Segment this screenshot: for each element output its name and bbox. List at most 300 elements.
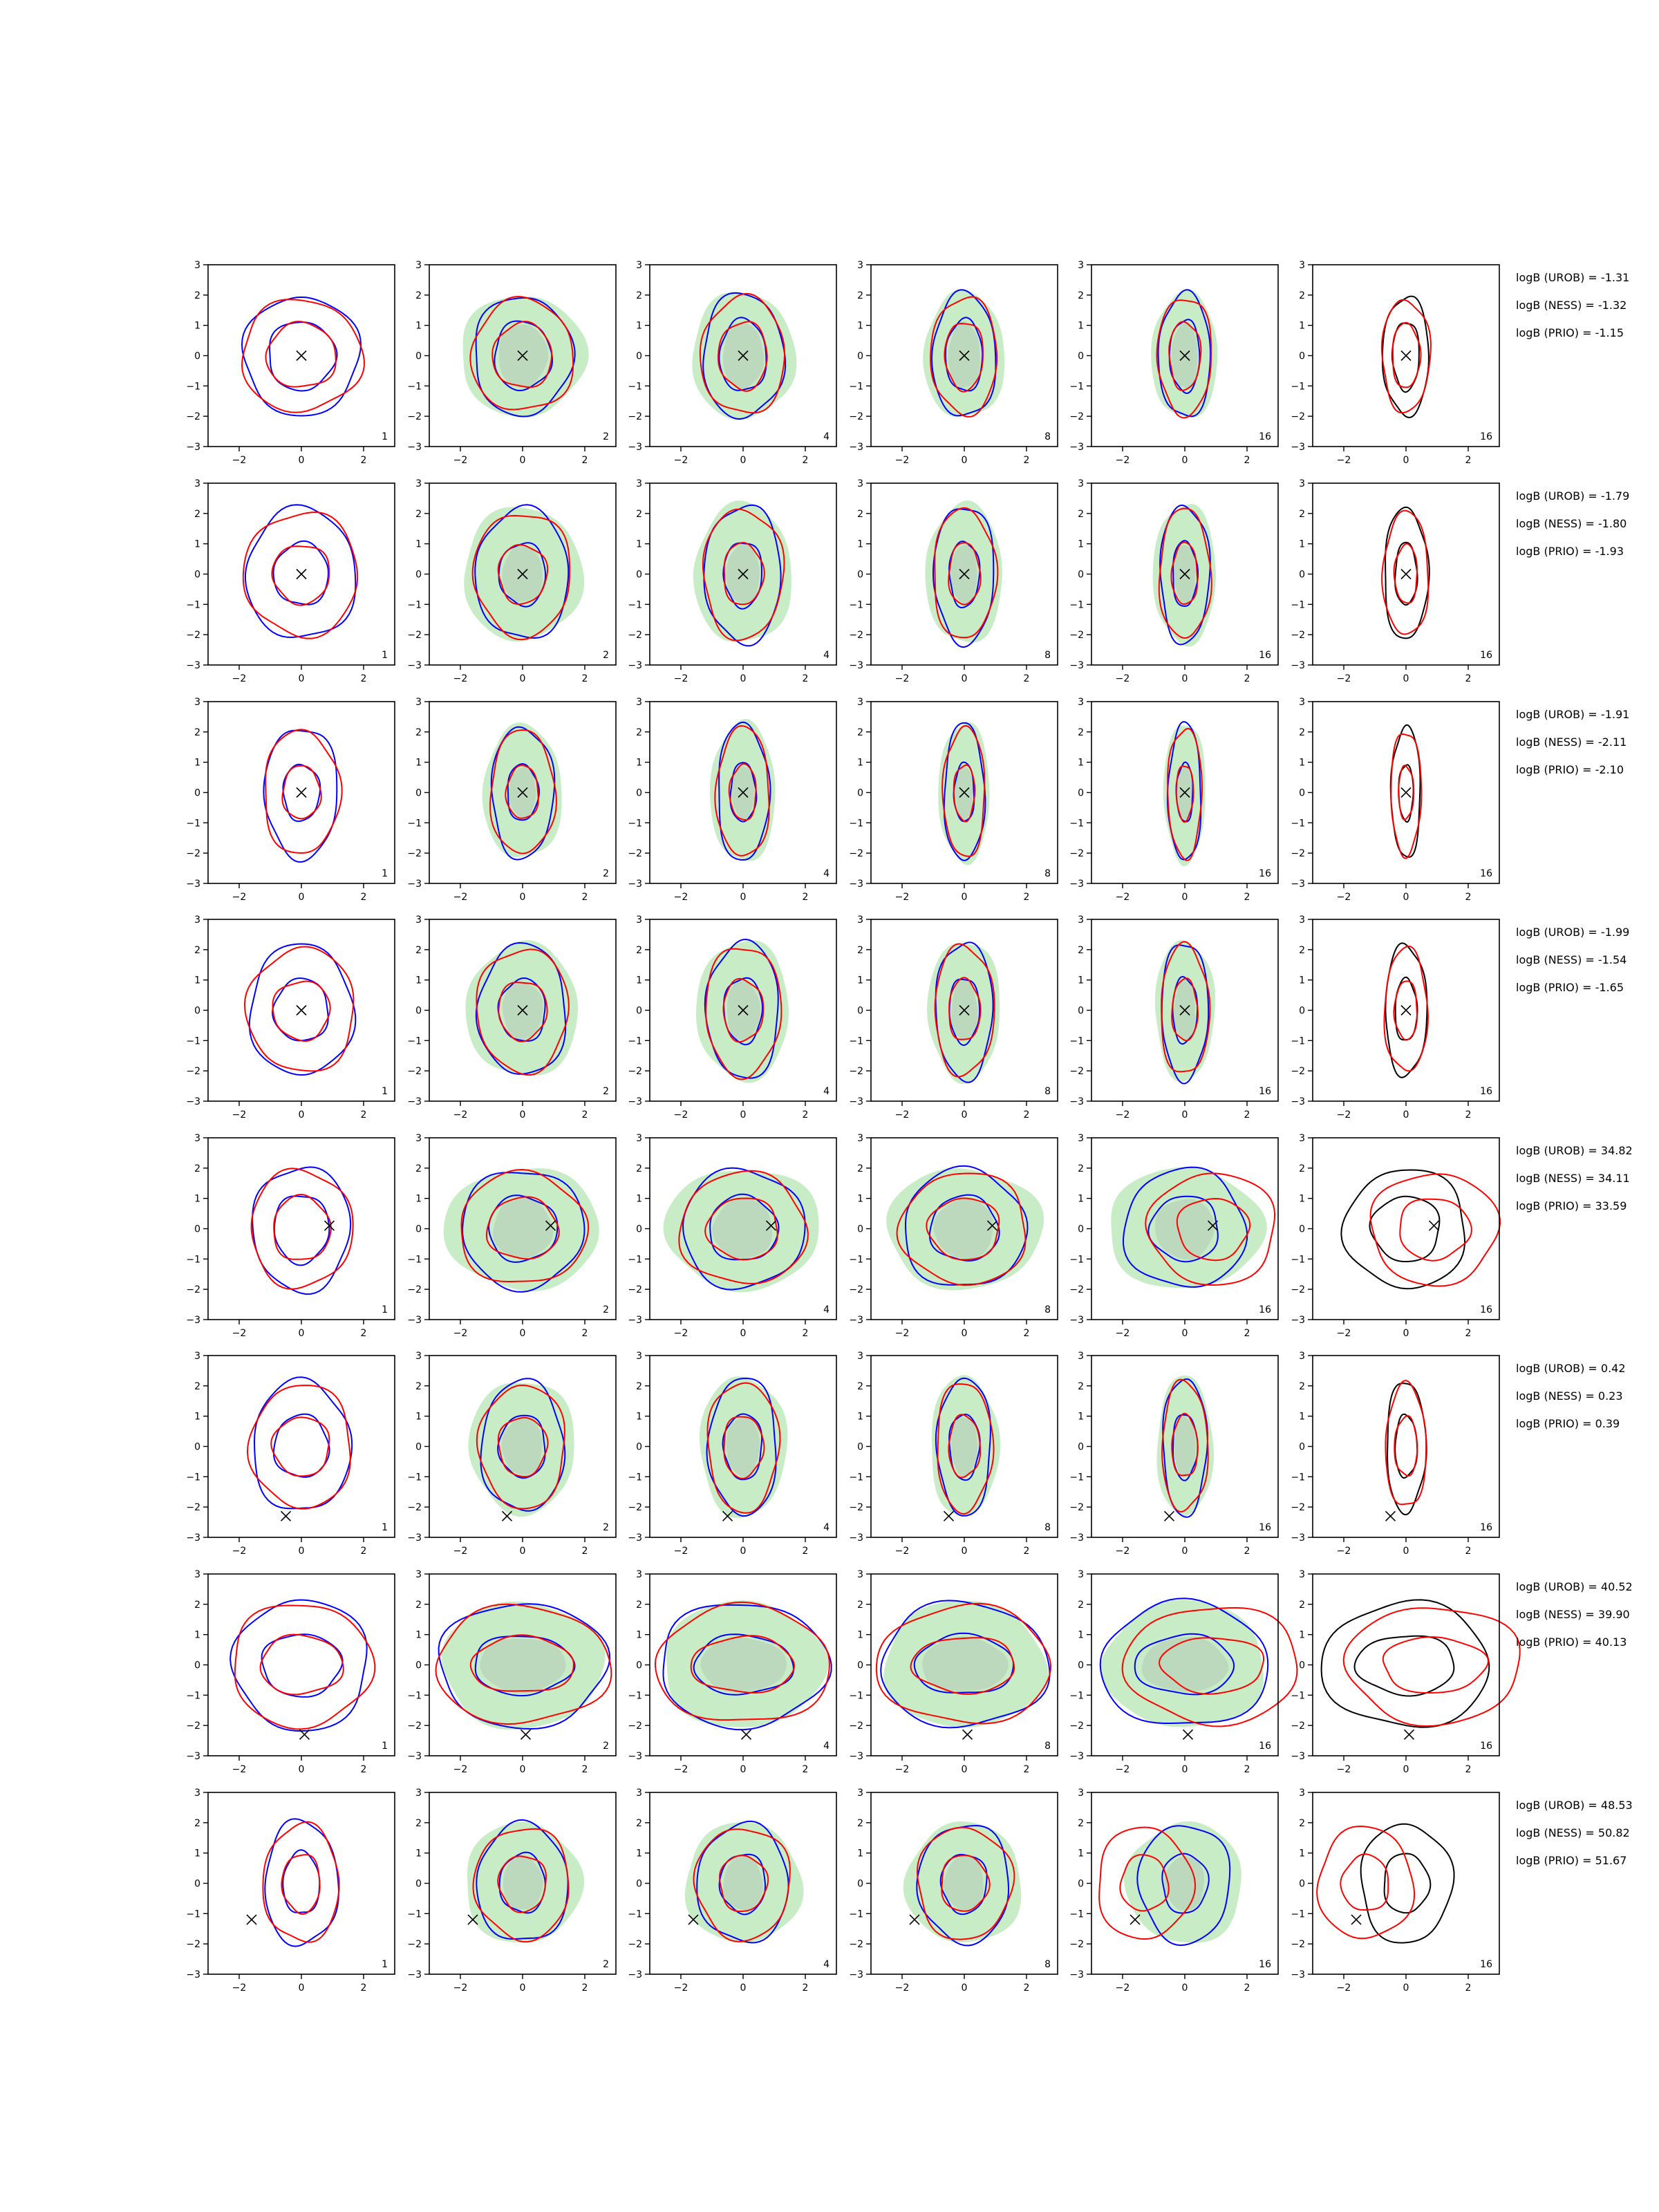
y-tick-label: −2 [1069,848,1084,860]
x-tick-label: 2 [802,1983,809,1994]
y-tick-label: 3 [415,915,422,926]
subplot-r6-c2 [407,1351,616,1557]
y-tick-label: 0 [194,1660,200,1671]
y-tick-label: 0 [857,787,863,799]
y-tick-label: −1 [849,1472,863,1483]
y-tick-label: −1 [849,599,863,611]
y-tick-label: 1 [1078,320,1084,332]
y-tick-label: −1 [849,381,863,393]
y-tick-label: −2 [186,1502,200,1514]
x-tick-label: −2 [673,673,688,684]
x-marker [910,1915,919,1924]
y-tick-label: 3 [857,1351,863,1362]
subplot-count-label: 2 [603,431,609,442]
x-tick-label: 2 [1023,455,1030,466]
x-tick-label: 2 [1023,1764,1030,1775]
x-tick-label: 2 [360,1764,367,1775]
x-tick-label: 2 [802,455,809,466]
y-tick-label: −1 [849,1690,863,1702]
x-tick-label: 0 [298,1109,305,1121]
subplot-r7-c5 [1069,1569,1297,1775]
y-tick-label: −1 [849,818,863,830]
y-tick-label: 3 [636,478,642,489]
x-tick-label: −2 [894,1109,910,1121]
subplot-count-label: 8 [1044,1741,1051,1752]
subplot-count-label: 4 [823,1086,830,1097]
y-tick-label: −2 [628,1721,642,1732]
y-tick-label: 0 [857,1878,863,1890]
y-tick-label: 3 [1299,478,1305,489]
x-tick-label: 2 [581,1546,588,1557]
x-tick-label: −2 [894,1983,910,1994]
x-tick-label: 0 [740,1764,747,1775]
x-tick-label: 0 [740,673,747,684]
y-tick-label: −3 [1291,1533,1305,1544]
y-tick-label: 3 [415,478,422,489]
logb-annotation: logB (PRIO) = 51.67 [1516,1854,1627,1867]
red-contour-level-1 [235,1606,375,1730]
y-tick-label: 2 [857,1817,863,1829]
y-tick-label: −2 [849,1721,863,1732]
logb-annotation: logB (PRIO) = -1.65 [1516,981,1624,994]
y-tick-label: 0 [415,1660,422,1671]
subplot-count-label: 16 [1259,1522,1271,1533]
x-tick-label: 2 [1465,892,1472,903]
x-tick-label: 0 [519,1109,526,1121]
x-tick-label: −2 [1336,892,1351,903]
y-tick-label: −1 [849,1254,863,1266]
y-tick-label: −1 [1291,381,1305,393]
red-contour-level-2 [1383,1637,1488,1693]
y-tick-label: 2 [1078,944,1084,956]
subplot-count-label: 4 [823,650,830,661]
y-tick-label: −1 [1069,818,1084,830]
y-tick-label: 3 [194,1788,200,1799]
x-tick-label: 2 [1023,673,1030,684]
subplot-count-label: 8 [1044,1304,1051,1315]
x-tick-label: −2 [232,455,247,466]
y-tick-label: 1 [636,975,642,986]
x-tick-label: 0 [1403,1109,1409,1121]
subplot-r7-c4 [849,1569,1058,1775]
subplot-r8-c6 [1291,1788,1499,1994]
y-tick-label: 3 [1078,1788,1084,1799]
y-tick-label: 0 [1299,350,1305,362]
y-tick-label: 1 [857,1193,863,1205]
x-marker [1405,1730,1414,1739]
subplot-count-label: 16 [1259,868,1271,879]
y-tick-label: 0 [415,1224,422,1235]
y-tick-label: 2 [1078,1380,1084,1392]
x-tick-label: −2 [673,1983,688,1994]
y-tick-label: −1 [849,1909,863,1920]
y-tick-label: 1 [1078,1411,1084,1423]
y-tick-label: −3 [628,1751,642,1762]
y-tick-label: −1 [1291,1035,1305,1047]
y-tick-label: −3 [1069,660,1084,671]
x-tick-label: 0 [1403,1546,1409,1557]
y-tick-label: −3 [186,1096,200,1107]
y-tick-label: 0 [1078,1441,1084,1453]
red-contour-level-2 [273,982,330,1042]
y-tick-label: −3 [407,1533,422,1544]
x-tick-label: −2 [453,1328,468,1339]
logb-annotation: logB (UROB) = -1.79 [1516,489,1630,503]
x-marker [247,1915,256,1924]
x-tick-label: −2 [894,455,910,466]
x-tick-label: 2 [802,1328,809,1339]
x-tick-label: 0 [519,455,526,466]
y-tick-label: −1 [1069,1035,1084,1047]
y-tick-label: 3 [1078,1351,1084,1362]
y-tick-label: −3 [849,660,863,671]
subplot-r2-c1 [186,478,395,684]
x-tick-label: −2 [453,673,468,684]
x-tick-label: −2 [232,1546,247,1557]
y-tick-label: 0 [415,1005,422,1017]
y-tick-label: 3 [415,260,422,271]
x-marker [742,1730,751,1739]
x-tick-label: 0 [740,1328,747,1339]
subplot-count-label: 16 [1480,1522,1492,1533]
subplot-count-label: 2 [603,1959,609,1970]
subplot-count-label: 16 [1259,1741,1271,1752]
y-tick-label: 1 [1078,1629,1084,1641]
x-tick-label: 0 [961,892,968,903]
logb-annotation: logB (NESS) = 50.82 [1516,1826,1630,1839]
y-tick-label: −2 [849,848,863,860]
x-tick-label: −2 [894,892,910,903]
y-tick-label: 1 [857,538,863,550]
y-tick-label: 1 [194,1411,200,1423]
y-tick-label: 3 [636,1351,642,1362]
x-tick-label: 2 [1465,455,1472,466]
y-tick-label: 2 [1299,727,1305,738]
y-tick-label: −1 [628,599,642,611]
y-tick-label: −3 [1069,1969,1084,1980]
x-tick-label: −2 [673,1764,688,1775]
x-tick-label: −2 [1336,673,1351,684]
y-tick-label: 2 [1299,508,1305,520]
y-tick-label: 0 [1299,787,1305,799]
y-tick-label: 0 [857,350,863,362]
subplot-r4-c3 [628,915,836,1121]
x-tick-label: −2 [453,1983,468,1994]
y-tick-label: 0 [636,569,642,581]
logb-annotation: logB (NESS) = 0.23 [1516,1389,1623,1403]
subplot-r1-c5 [1069,260,1278,466]
y-tick-label: −2 [849,1502,863,1514]
y-tick-label: −1 [407,1690,422,1702]
y-tick-label: −2 [849,1939,863,1951]
y-tick-label: 2 [636,1817,642,1829]
x-tick-label: −2 [1115,1109,1130,1121]
y-tick-label: 3 [1078,1569,1084,1580]
x-tick-label: −2 [894,1546,910,1557]
subplot-r4-c1 [186,915,395,1121]
y-tick-label: −3 [1291,1315,1305,1326]
y-tick-label: 2 [1078,1163,1084,1174]
subplot-r2-c5 [1069,478,1278,684]
subplot-r6-c6 [1291,1351,1499,1557]
y-tick-label: −2 [407,848,422,860]
black-contour-level-2 [1355,1636,1454,1696]
y-tick-label: 0 [636,1660,642,1671]
x-tick-label: −2 [232,1328,247,1339]
subplot-count-label: 2 [603,650,609,661]
logb-annotation: logB (NESS) = -1.54 [1516,953,1627,966]
x-marker [1401,570,1411,579]
y-tick-label: 3 [194,260,200,271]
subplot-r4-c2 [407,915,616,1121]
x-marker [1401,351,1411,361]
y-tick-label: 1 [415,1629,422,1641]
y-tick-label: −2 [849,1066,863,1078]
y-tick-label: −3 [407,442,422,453]
x-tick-label: −2 [453,1109,468,1121]
logb-annotation: logB (PRIO) = -1.93 [1516,545,1624,558]
y-tick-label: 0 [1078,1878,1084,1890]
x-tick-label: 0 [298,1546,305,1557]
y-tick-label: −2 [1291,1066,1305,1078]
y-tick-label: 1 [415,538,422,550]
subplot-count-label: 1 [382,431,388,442]
y-tick-label: 0 [857,1224,863,1235]
y-tick-label: −1 [1291,818,1305,830]
red-contour-level-1 [1317,1826,1414,1938]
y-tick-label: 2 [1299,1380,1305,1392]
y-tick-label: −1 [407,599,422,611]
subplot-r6-c1 [186,1351,395,1557]
x-tick-label: 2 [581,673,588,684]
y-tick-label: −3 [186,1969,200,1980]
axes-frame [1313,1356,1499,1537]
x-marker [1165,1511,1174,1521]
y-tick-label: −1 [407,1035,422,1047]
y-tick-label: −1 [407,1472,422,1483]
x-tick-label: 0 [740,455,747,466]
y-tick-label: −1 [1069,1254,1084,1266]
y-tick-label: −1 [186,599,200,611]
subplot-count-label: 2 [603,1304,609,1315]
y-tick-label: 1 [1299,320,1305,332]
y-tick-label: 3 [857,697,863,708]
y-tick-label: 1 [194,757,200,769]
logb-annotation: logB (NESS) = -2.11 [1516,735,1627,749]
blue-contour-level-1 [245,505,355,637]
y-tick-label: −1 [186,1035,200,1047]
x-tick-label: 2 [1244,1546,1250,1557]
y-tick-label: 1 [1299,975,1305,986]
y-tick-label: −3 [186,1751,200,1762]
y-tick-label: −2 [1069,1502,1084,1514]
y-tick-label: −1 [628,1035,642,1047]
y-tick-label: −3 [1291,442,1305,453]
y-tick-label: 0 [415,569,422,581]
x-tick-label: 2 [1023,1109,1030,1121]
y-tick-label: 3 [636,1569,642,1580]
y-tick-label: 0 [636,350,642,362]
y-tick-label: 1 [1078,538,1084,550]
y-tick-label: −2 [849,630,863,641]
subplot-r4-c4 [849,915,1058,1121]
x-marker [1401,1006,1411,1015]
subplot-r4-c5 [1069,915,1278,1121]
y-tick-label: −3 [1291,1969,1305,1980]
x-tick-label: −2 [1115,1983,1130,1994]
y-tick-label: 3 [857,1133,863,1144]
logb-annotation: logB (PRIO) = 40.13 [1516,1635,1627,1649]
subplot-r8-c2 [407,1788,616,1994]
x-tick-label: 0 [1403,1328,1409,1339]
x-tick-label: −2 [1336,1546,1351,1557]
x-marker [1130,1915,1140,1924]
y-tick-label: 1 [194,1629,200,1641]
y-tick-label: −3 [186,660,200,671]
x-tick-label: 0 [298,673,305,684]
red-contour-level-1 [1371,1174,1500,1286]
y-tick-label: 2 [415,944,422,956]
y-tick-label: −2 [186,1284,200,1296]
y-tick-label: −1 [186,381,200,393]
y-tick-label: 1 [636,757,642,769]
y-tick-label: −3 [1069,1533,1084,1544]
y-tick-label: 3 [857,260,863,271]
x-tick-label: 2 [360,1983,367,1994]
y-tick-label: −2 [186,1721,200,1732]
y-tick-label: 3 [1299,915,1305,926]
subplot-r4-c6 [1291,915,1499,1121]
logb-annotation: logB (UROB) = 0.42 [1516,1362,1626,1375]
y-tick-label: 1 [857,1848,863,1859]
y-tick-label: −3 [628,879,642,890]
y-tick-label: 2 [857,944,863,956]
y-tick-label: 1 [636,320,642,332]
y-tick-label: 2 [415,290,422,301]
y-tick-label: −2 [1291,630,1305,641]
y-tick-label: −3 [628,1533,642,1544]
y-tick-label: 2 [194,944,200,956]
x-tick-label: 2 [1023,1546,1030,1557]
subplot-r5-c5 [1069,1133,1278,1339]
y-tick-label: 3 [636,1133,642,1144]
y-tick-label: 1 [636,1411,642,1423]
x-tick-label: 0 [519,673,526,684]
y-tick-label: 1 [857,1411,863,1423]
y-tick-label: 3 [1078,915,1084,926]
y-tick-label: 2 [194,1817,200,1829]
logb-annotation: logB (UROB) = 34.82 [1516,1144,1633,1157]
x-tick-label: −2 [673,455,688,466]
subplot-count-label: 1 [382,1304,388,1315]
y-tick-label: 1 [857,975,863,986]
x-tick-label: 2 [1023,1983,1030,1994]
y-tick-label: 1 [857,320,863,332]
y-tick-label: 1 [194,538,200,550]
subplot-r1-c6 [1291,260,1499,466]
subplot-r1-c4 [849,260,1058,466]
subplot-count-label: 8 [1044,1522,1051,1533]
y-tick-label: 2 [415,1817,422,1829]
subplot-count-label: 4 [823,868,830,879]
x-tick-label: 0 [1181,673,1188,684]
subplot-r7-c2 [407,1569,616,1775]
y-tick-label: −2 [186,411,200,423]
x-tick-label: 2 [1465,1983,1472,1994]
y-tick-label: −2 [628,630,642,641]
y-tick-label: 0 [1299,1441,1305,1453]
x-tick-label: 2 [360,455,367,466]
x-tick-label: −2 [1115,892,1130,903]
subplot-count-label: 8 [1044,431,1051,442]
x-tick-label: 0 [298,1328,305,1339]
y-tick-label: 3 [194,1351,200,1362]
y-tick-label: −1 [849,1035,863,1047]
y-tick-label: −3 [849,1315,863,1326]
y-tick-label: −3 [1069,1751,1084,1762]
y-tick-label: 3 [1078,260,1084,271]
subplot-r8-c4 [849,1788,1058,1994]
x-tick-label: 2 [581,892,588,903]
x-tick-label: 2 [1465,1546,1472,1557]
x-tick-label: −2 [673,892,688,903]
y-tick-label: 1 [636,1848,642,1859]
y-tick-label: 0 [1078,350,1084,362]
subplot-count-label: 16 [1480,1304,1492,1315]
y-tick-label: −3 [849,1751,863,1762]
subplot-count-label: 1 [382,1086,388,1097]
x-tick-label: −2 [1115,1328,1130,1339]
x-marker [1401,788,1411,798]
subplot-r3-c1 [186,697,395,903]
y-tick-label: 2 [194,1380,200,1392]
y-tick-label: 2 [1078,1817,1084,1829]
y-tick-label: 3 [415,697,422,708]
y-tick-label: −2 [628,1939,642,1951]
y-tick-label: −3 [407,1969,422,1980]
y-tick-label: 2 [636,508,642,520]
y-tick-label: −3 [628,660,642,671]
x-tick-label: 2 [1244,455,1250,466]
subplot-r3-c2 [407,697,616,903]
subplot-count-label: 8 [1044,1086,1051,1097]
y-tick-label: 3 [1078,1133,1084,1144]
logb-annotation: logB (UROB) = -1.31 [1516,271,1630,284]
y-tick-label: 2 [194,290,200,301]
y-tick-label: 2 [857,290,863,301]
subplot-count-label: 4 [823,1522,830,1533]
x-tick-label: −2 [1336,1764,1351,1775]
y-tick-label: 3 [636,260,642,271]
x-marker [297,570,306,579]
subplot-count-label: 1 [382,1741,388,1752]
y-tick-label: 1 [415,1411,422,1423]
x-tick-label: 0 [1403,1983,1409,1994]
x-tick-label: 0 [1403,892,1409,903]
y-tick-label: −1 [1069,1909,1084,1920]
logb-annotation: logB (NESS) = -1.80 [1516,517,1627,530]
subplot-count-label: 8 [1044,1959,1051,1970]
y-tick-label: 3 [857,915,863,926]
y-tick-label: −2 [407,1939,422,1951]
x-tick-label: 0 [740,1546,747,1557]
x-tick-label: −2 [1336,1109,1351,1121]
y-tick-label: 2 [194,727,200,738]
y-tick-label: −2 [407,630,422,641]
subplot-count-label: 16 [1480,1086,1492,1097]
x-marker [1386,1511,1396,1521]
y-tick-label: −3 [849,1533,863,1544]
